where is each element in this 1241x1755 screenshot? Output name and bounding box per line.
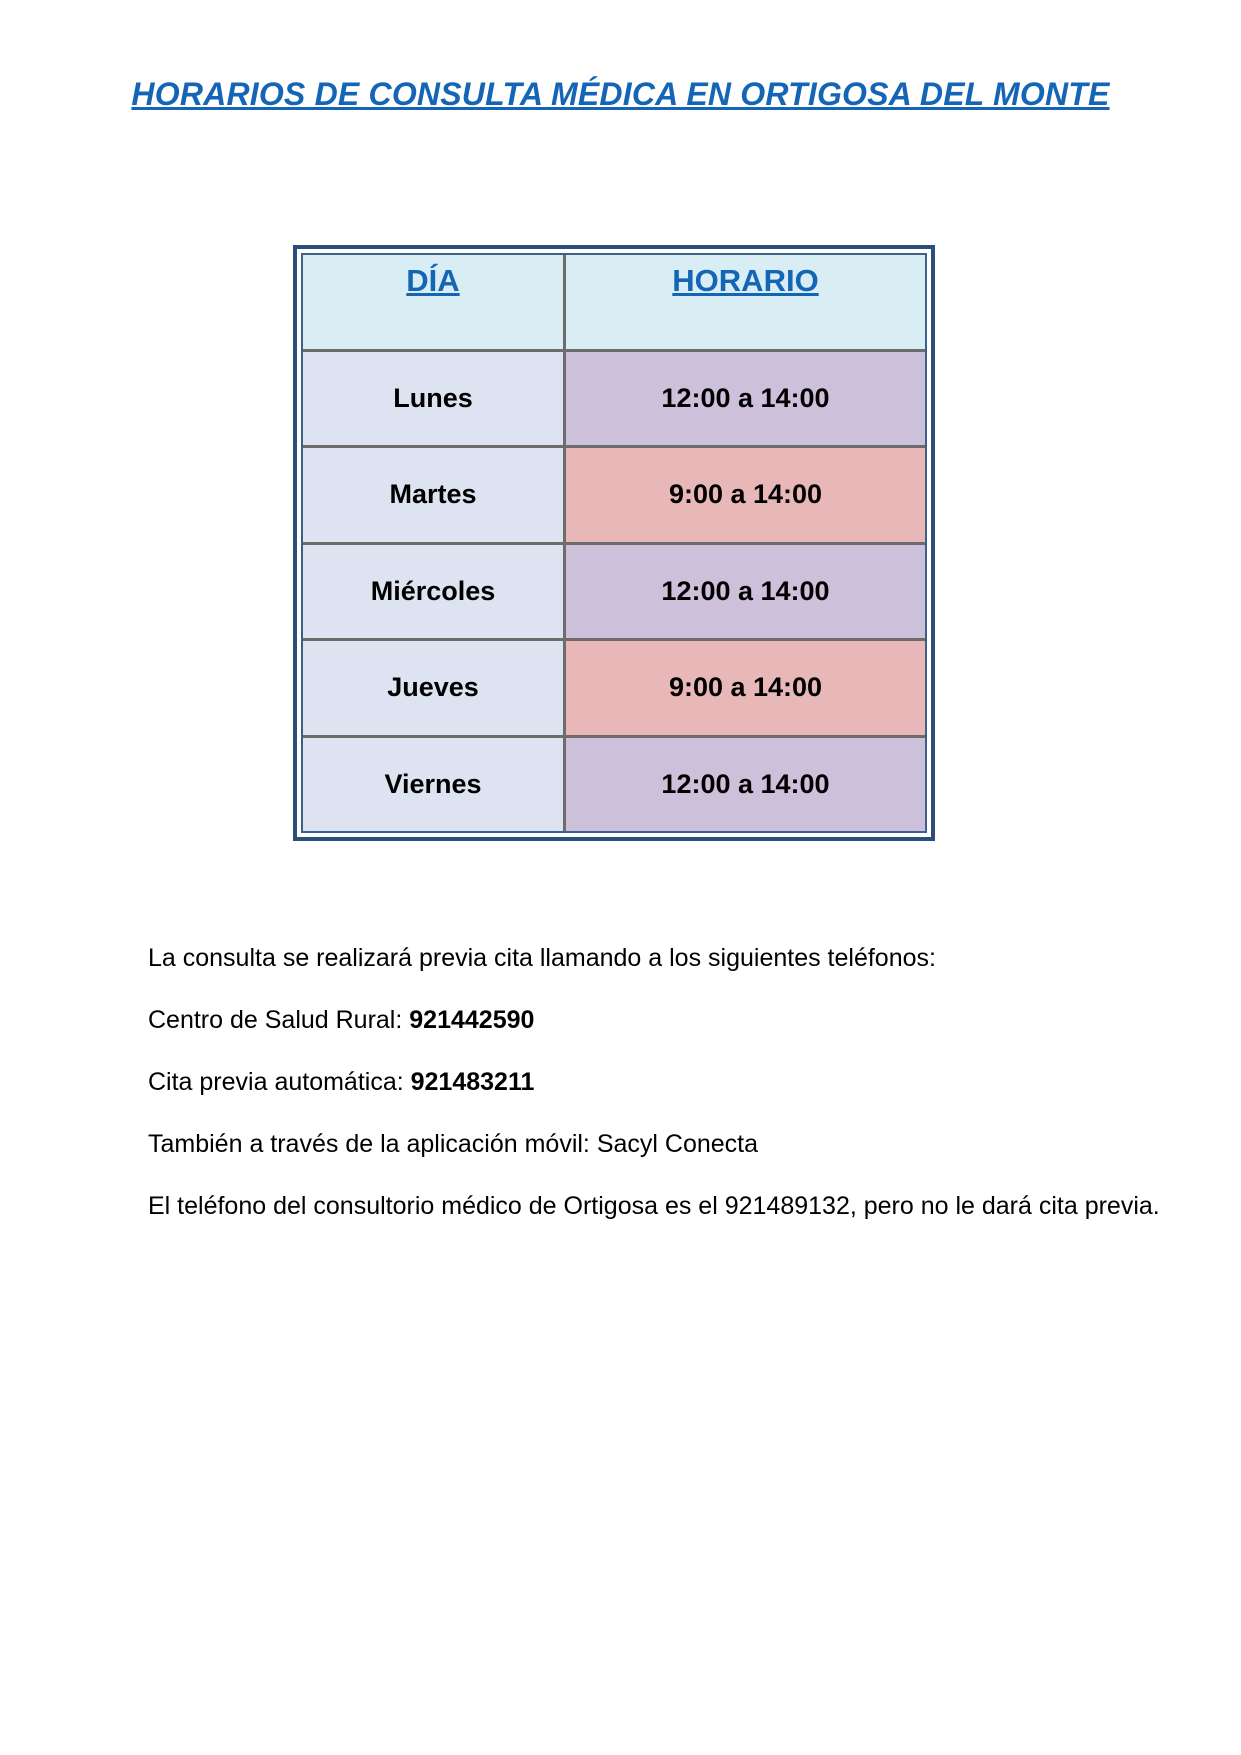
day-cell-friday: Viernes	[303, 738, 563, 832]
app-paragraph: También a través de la aplicación móvil: Sacyl Conecta	[148, 1130, 759, 1158]
centro-salud-line	[148, 1000, 1160, 1040]
schedule-grid	[301, 253, 927, 833]
day-cell-wednesday: Miércoles	[303, 545, 563, 639]
schedule-cell-thursday: 9:00 a 14:00	[566, 641, 925, 735]
cita-previa-phone: 921483211	[410, 1068, 535, 1096]
intro-paragraph: La consulta se realizará previa cita llamando a los siguientes teléfonos:	[148, 944, 936, 972]
header-day: DÍA	[303, 255, 563, 349]
schedule-cell-friday: 12:00 a 14:00	[566, 738, 925, 832]
cita-previa-line	[148, 1062, 1160, 1102]
schedule-cell-tuesday: 9:00 a 14:00	[566, 448, 925, 542]
consultorio-paragraph: El teléfono del consultorio médico de Ortigosa es el 921489132, pero no le dará cita previa.	[148, 1192, 1160, 1220]
centro-salud-phone: 921442590	[409, 1006, 535, 1034]
schedule-cell-monday: 12:00 a 14:00	[566, 352, 925, 446]
day-cell-tuesday: Martes	[303, 448, 563, 542]
cita-previa-label: Cita previa automática:	[148, 1068, 411, 1096]
day-cell-monday: Lunes	[303, 352, 563, 446]
page-title: HORARIOS DE CONSULTA MÉDICA EN ORTIGOSA DEL MONTE	[131, 76, 1110, 112]
centro-salud-label: Centro de Salud Rural:	[148, 1006, 410, 1034]
day-cell-thursday: Jueves	[303, 641, 563, 735]
schedule-table	[293, 245, 935, 841]
schedule-cell-wednesday: 12:00 a 14:00	[566, 545, 925, 639]
header-schedule: HORARIO	[566, 255, 925, 349]
